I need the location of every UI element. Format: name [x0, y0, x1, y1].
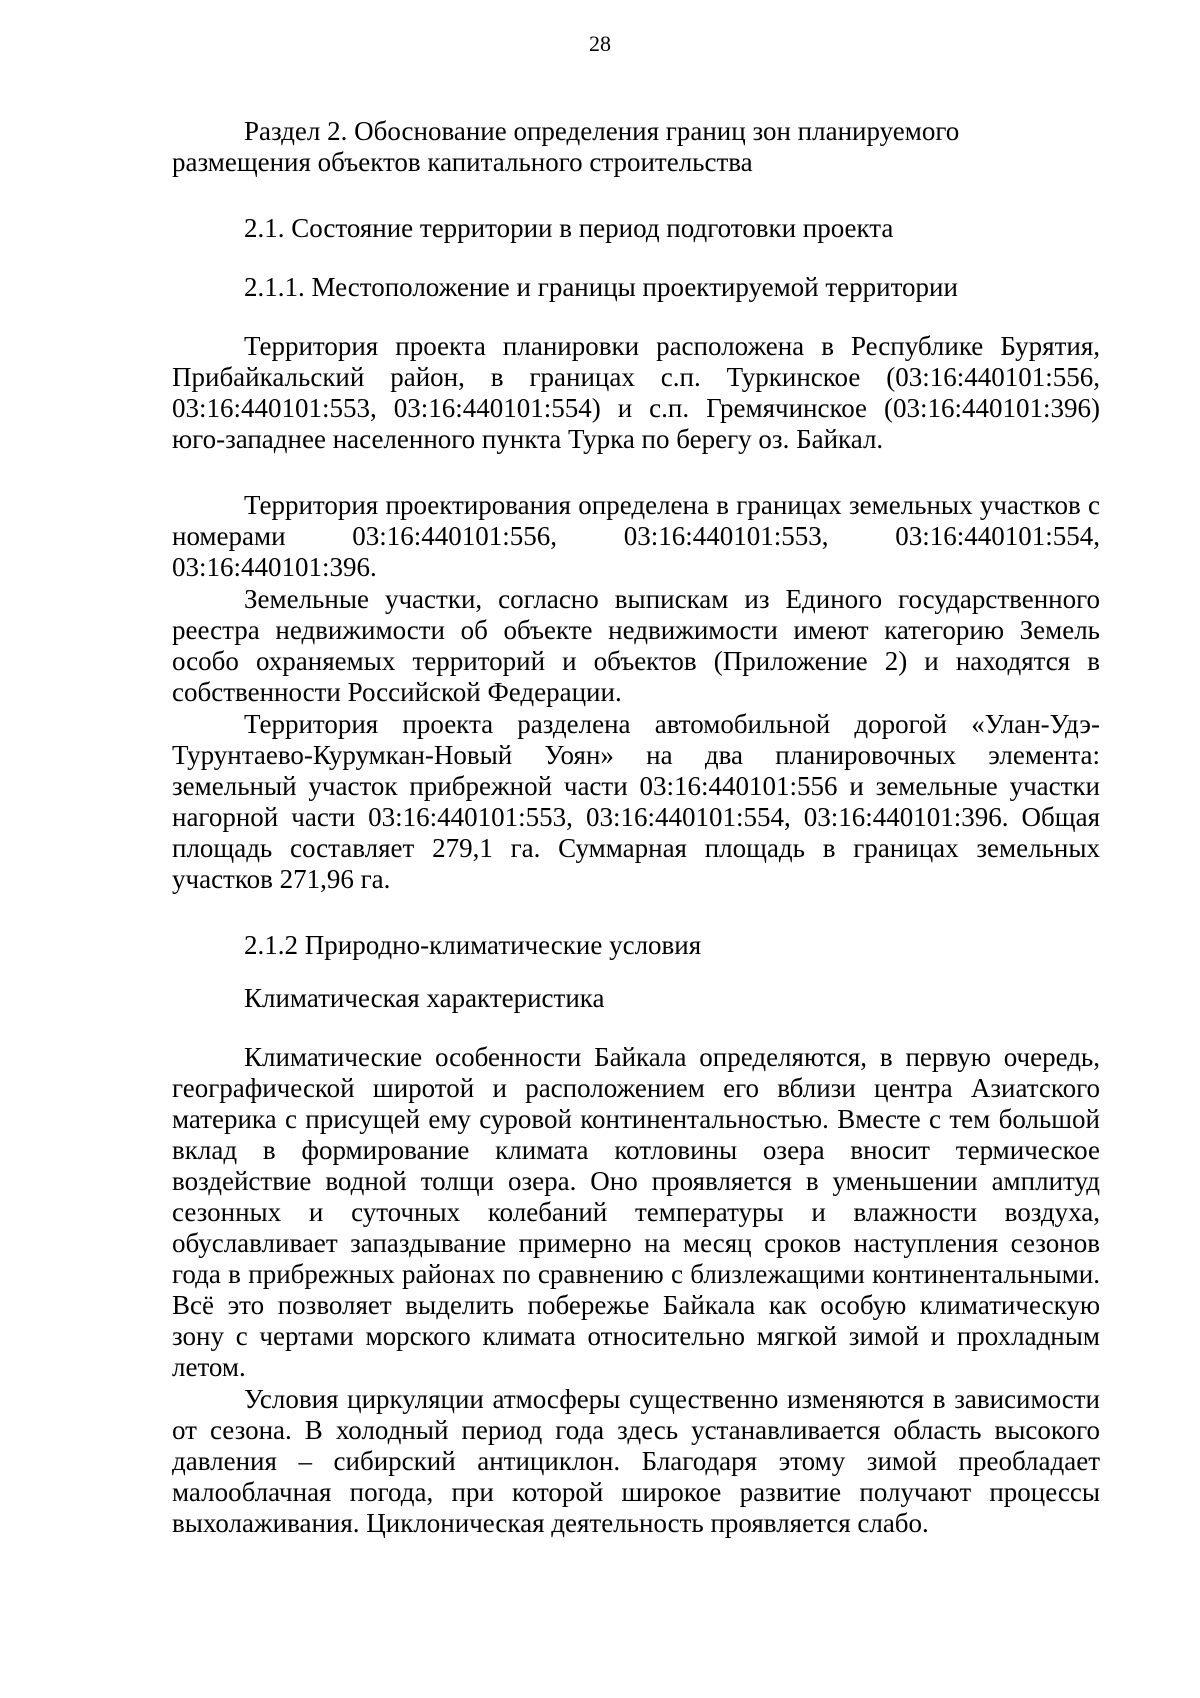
subsection-heading-2-1-1: 2.1.1. Местоположение и границы проектируемой территории: [244, 272, 958, 302]
subsection-heading-2-1-2: 2.1.2 Природно-климатические условия: [244, 930, 702, 960]
paragraph-planning-elements: Территория проекта разделена автомобильной дорогой «Улан-Удэ-Турунтаево-Курумкан-Новый Уоян» на два планировочных элемента: земельный участок прибрежной части 03:16:440101:556 и земельные участки нагорной части 03:16:440101:553, 03:16:440101:554, 03:16:440101:396. Общая площадь составляет 279,1 га. Суммарная площадь в границах земельных участков 271,96 га.: [172, 709, 1100, 894]
subsection-heading-2-1: 2.1. Состояние территории в период подготовки проекта: [244, 213, 894, 243]
paragraph-climate-features: Климатические особенности Байкала определяются, в первую очередь, географической широтой и расположением его вблизи центра Азиатского материка с присущей ему суровой континентальностью. Вместе с тем большой вклад в формирование климата котловины озера вносит термическое воздействие водной толщи озера. Оно проявляется в уменьшении амплитуд сезонных и суточных колебаний температуры и влажности воздуха, обуславливает запаздывание примерно на месяц сроков наступления сезонов года в прибрежных районах по сравнению с близлежащими континентальными. Всё это позволяет выделить побережье Байкала как особую климатическую зону с чертами морского климата относительно мягкой зимой и прохладным летом.: [172, 1042, 1100, 1382]
climate-heading: Климатическая характеристика: [244, 983, 605, 1013]
paragraph-territory-boundaries: Территория проектирования определена в границах земельных участков с номерами 03:16:440101:556, 03:16:440101:553, 03:16:440101:554, 03:16:440101:396.: [172, 490, 1100, 582]
paragraph-location: Территория проекта планировки расположена в Республике Бурятия, Прибайкальский район, в границах с.п. Туркинское (03:16:440101:556, 03:16:440101:553, 03:16:440101:554) и с.п. Гремячинское (03:16:440101:396) юго-западнее населенного пункта Турка по берегу оз. Байкал.: [172, 331, 1100, 454]
section-title: Раздел 2. Обоснование определения границ зон планируемого размещения объектов капитального строительства: [172, 116, 960, 177]
paragraph-land-category: Земельные участки, согласно выпискам из Единого государственного реестра недвижимости об объекте недвижимости имеют категорию Земель особо охраняемых территорий и объектов (Приложение 2) и находятся в собственности Российской Федерации.: [172, 584, 1100, 707]
page-number: 28: [589, 31, 611, 56]
paragraph-atmospheric-circulation: Условия циркуляции атмосферы существенно изменяются в зависимости от сезона. В холодный период года здесь устанавливается область высокого давления – сибирский антициклон. Благодаря этому зимой преобладает малооблачная погода, при которой широкое развитие получают процессы выхолаживания. Циклоническая деятельность проявляется слабо.: [172, 1384, 1100, 1538]
page-content: [172, 116, 1100, 1539]
